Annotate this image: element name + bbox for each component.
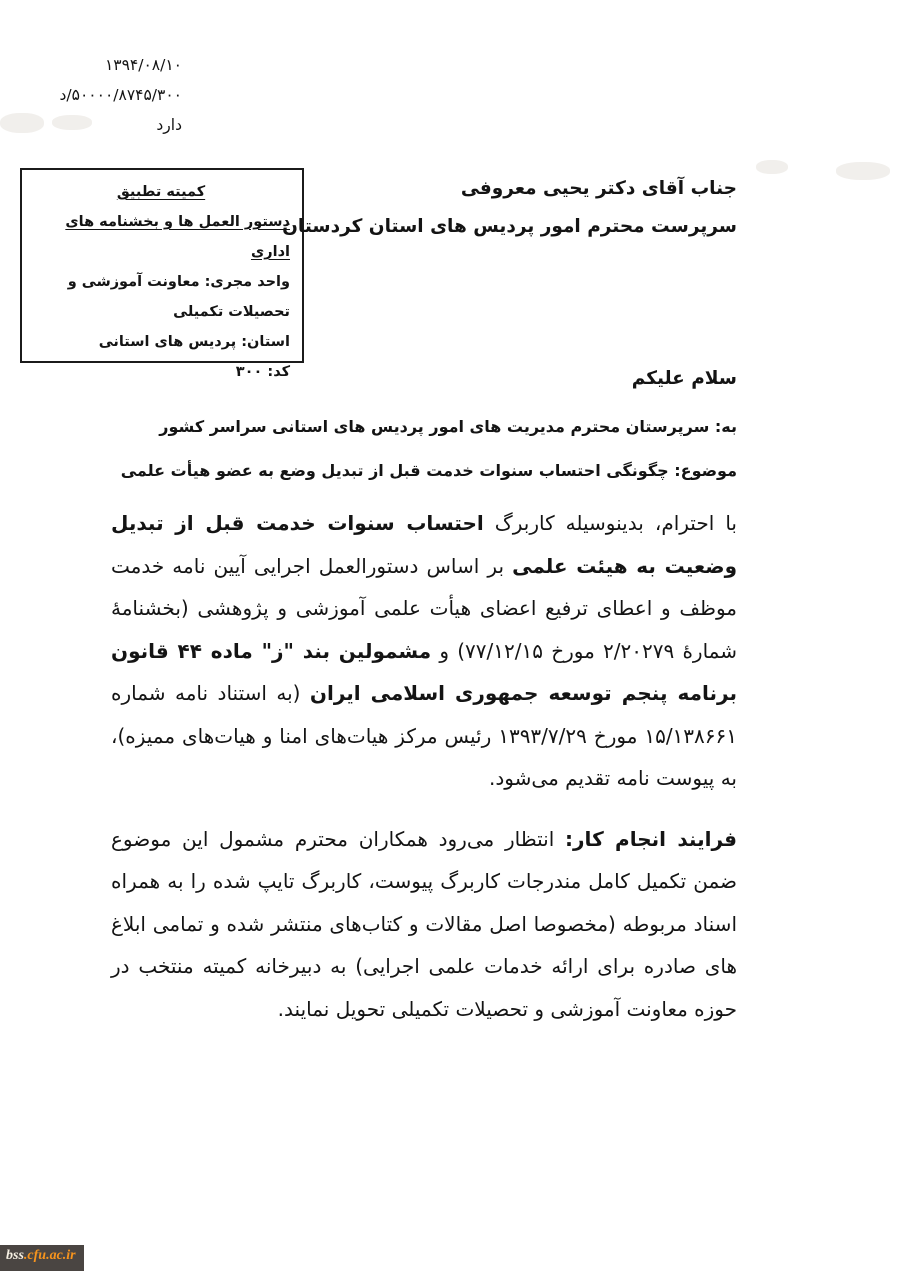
body-text-run-bold: احتساب سنوات خدمت قبل از تبدیل وضعیت به هیئت علمی (111, 511, 737, 578)
executing-unit: واحد مجری: معاونت آموزشی و تحصیلات تکمیلی (67, 274, 290, 320)
body-text-run-bold: مشمولین بند "ز" ماده ۴۴ قانون برنامه پنجم توسعه جمهوری اسلامی ایران (111, 638, 738, 705)
body-text-run-bold: فرایند انجام کار: (565, 826, 737, 851)
letter-number: ۵۰۰۰۰/۸۷۴۵/۳۰۰/د (59, 86, 182, 104)
body-paragraph-2 (111, 818, 737, 1031)
body-text-run: انتظار می‌رود همکاران محترم مشمول این موضوع ضمن تکمیل کامل مندرجات کاربرگ پیوست، کاربرگ تایپ شده را به همراه اسناد مربوطه (مخصوصا اصل مقالات و کتاب‌های منتشر شده و تمامی ابلاغ های صادره برای ارائه خدمات علمی اجرایی) به دبیرخانه کمیته منتخب در حوزه معاونت آموزشی و تحصیلات تکمیلی تحویل نمایند. (111, 826, 737, 1021)
scan-artifact (0, 113, 44, 133)
scan-artifact (836, 162, 890, 180)
province-line: استان: پردیس های استانی (98, 334, 290, 350)
to-line: به: سرپرستان محترم مدیریت های امور پردیس های استانی سراسر کشور (159, 417, 737, 436)
site-watermark (0, 1245, 84, 1271)
subject-line: موضوع: چگونگی احتساب سنوات خدمت قبل از تبدیل وضع به عضو هیأت علمی (120, 461, 737, 480)
attachment-indicator: دارد (156, 116, 182, 134)
body-paragraph-1 (111, 502, 737, 800)
body-text-run: با احترام، بدینوسیله کاربرگ (483, 511, 738, 535)
recipient-title: سرپرست محترم امور پردیس های استان کردستان (282, 216, 737, 237)
watermark-prefix: bss (6, 1248, 24, 1263)
code-line: کد: ۳۰۰ (235, 364, 290, 380)
compliance-committee-box (20, 168, 304, 380)
letter-date: ۱۳۹۴/۰۸/۱۰ (104, 56, 182, 74)
letter-body (111, 502, 737, 1048)
recipient-block (282, 170, 737, 246)
salutation: سلام علیکم (631, 368, 737, 389)
watermark-suffix: .cfu.ac.ir (23, 1248, 76, 1263)
committee-title: کمیته تطبیق (116, 184, 206, 200)
committee-subtitle: دستور العمل ها و بخشنامه های اداری (65, 214, 290, 260)
recipient-name: جناب آقای دکتر یحیی معروفی (460, 178, 737, 199)
body-text-run: بر اساس دستورالعمل اجرایی آیین نامه خدمت موظف و اعطای ترفیع اعضای هیأت علمی آموزشی و پژوهشی (بخشنامهٔ شمارهٔ ۲/۲۰۲۷۹ مورخ ۷۷/۱۲/۱۵) و (111, 553, 737, 663)
body-text-run: (به استناد نامه شماره ۱۵/۱۳۸۶۶۱ مورخ ۱۳۹۳/۷/۲۹ رئیس مرکز هیات‌های امنا و هیات‌های ممیزه)، به پیوست نامه تقدیم می‌شود. (111, 681, 738, 790)
scan-artifact (756, 160, 788, 174)
reference-block (60, 50, 182, 140)
